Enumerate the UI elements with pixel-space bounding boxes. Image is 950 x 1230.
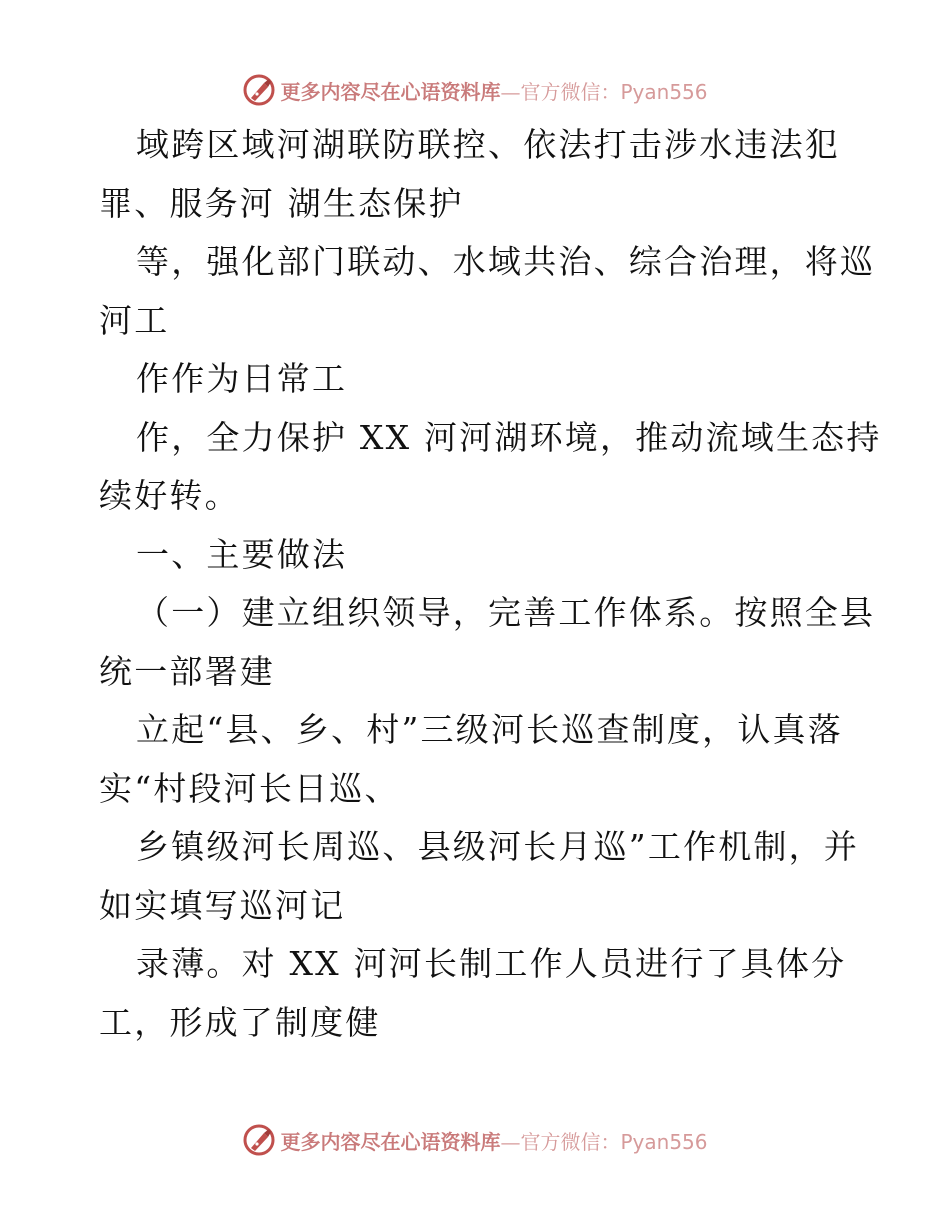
- text-line: 实“村段河长日巡、: [99, 768, 400, 808]
- watermark-text: [280, 76, 707, 105]
- text-line: 续好转。: [99, 476, 240, 515]
- text-line: 等，强化部门联动、水域共治、综合治理，将巡: [136, 242, 876, 281]
- document-body: [99, 116, 882, 1052]
- pen-nib-logo-icon: [242, 1123, 276, 1157]
- text-line: 一、主要做法: [136, 534, 348, 574]
- watermark-wechat-id: Pyan556: [620, 1129, 708, 1154]
- watermark-main-text: 更多内容尽在心语资料库: [280, 79, 501, 104]
- header-watermark: [0, 70, 950, 110]
- text-line: 河工: [99, 300, 170, 340]
- watermark-wechat-label: 官方微信：: [520, 1129, 621, 1154]
- text-line: 乡镇级河长周巡、县级河长月巡”工作机制，并: [136, 827, 860, 866]
- text-line: 立起“县、乡、村”三级河长巡查制度，认真落: [136, 710, 843, 749]
- text-line: 录薄。对 XX 河河长制工作人员进行了具体分: [136, 944, 847, 983]
- text-line: （一）建立组织领导，完善工作体系。按照全县: [136, 593, 876, 632]
- watermark-text: [280, 1126, 707, 1155]
- text-line: 罪、服务河 湖生态保护: [99, 183, 464, 223]
- watermark-main-text: 更多内容尽在心语资料库: [280, 1129, 501, 1154]
- footer-watermark: [0, 1120, 950, 1160]
- text-line: 统一部署建: [99, 651, 275, 691]
- watermark-separator: —: [500, 1129, 521, 1154]
- watermark-separator: —: [500, 79, 521, 104]
- text-line: 工，形成了制度健: [99, 1002, 381, 1042]
- text-line: 如实填写巡河记: [99, 885, 346, 925]
- watermark-wechat-id: Pyan556: [620, 79, 708, 104]
- text-line: 作，全力保护 XX 河河湖环境，推动流域生态持: [136, 417, 882, 457]
- text-line: 域跨区域河湖联防联控、依法打击涉水违法犯: [136, 125, 840, 164]
- watermark-wechat-label: 官方微信：: [520, 79, 621, 104]
- text-line: 作作为日常工: [136, 359, 348, 398]
- pen-nib-logo-icon: [242, 73, 276, 107]
